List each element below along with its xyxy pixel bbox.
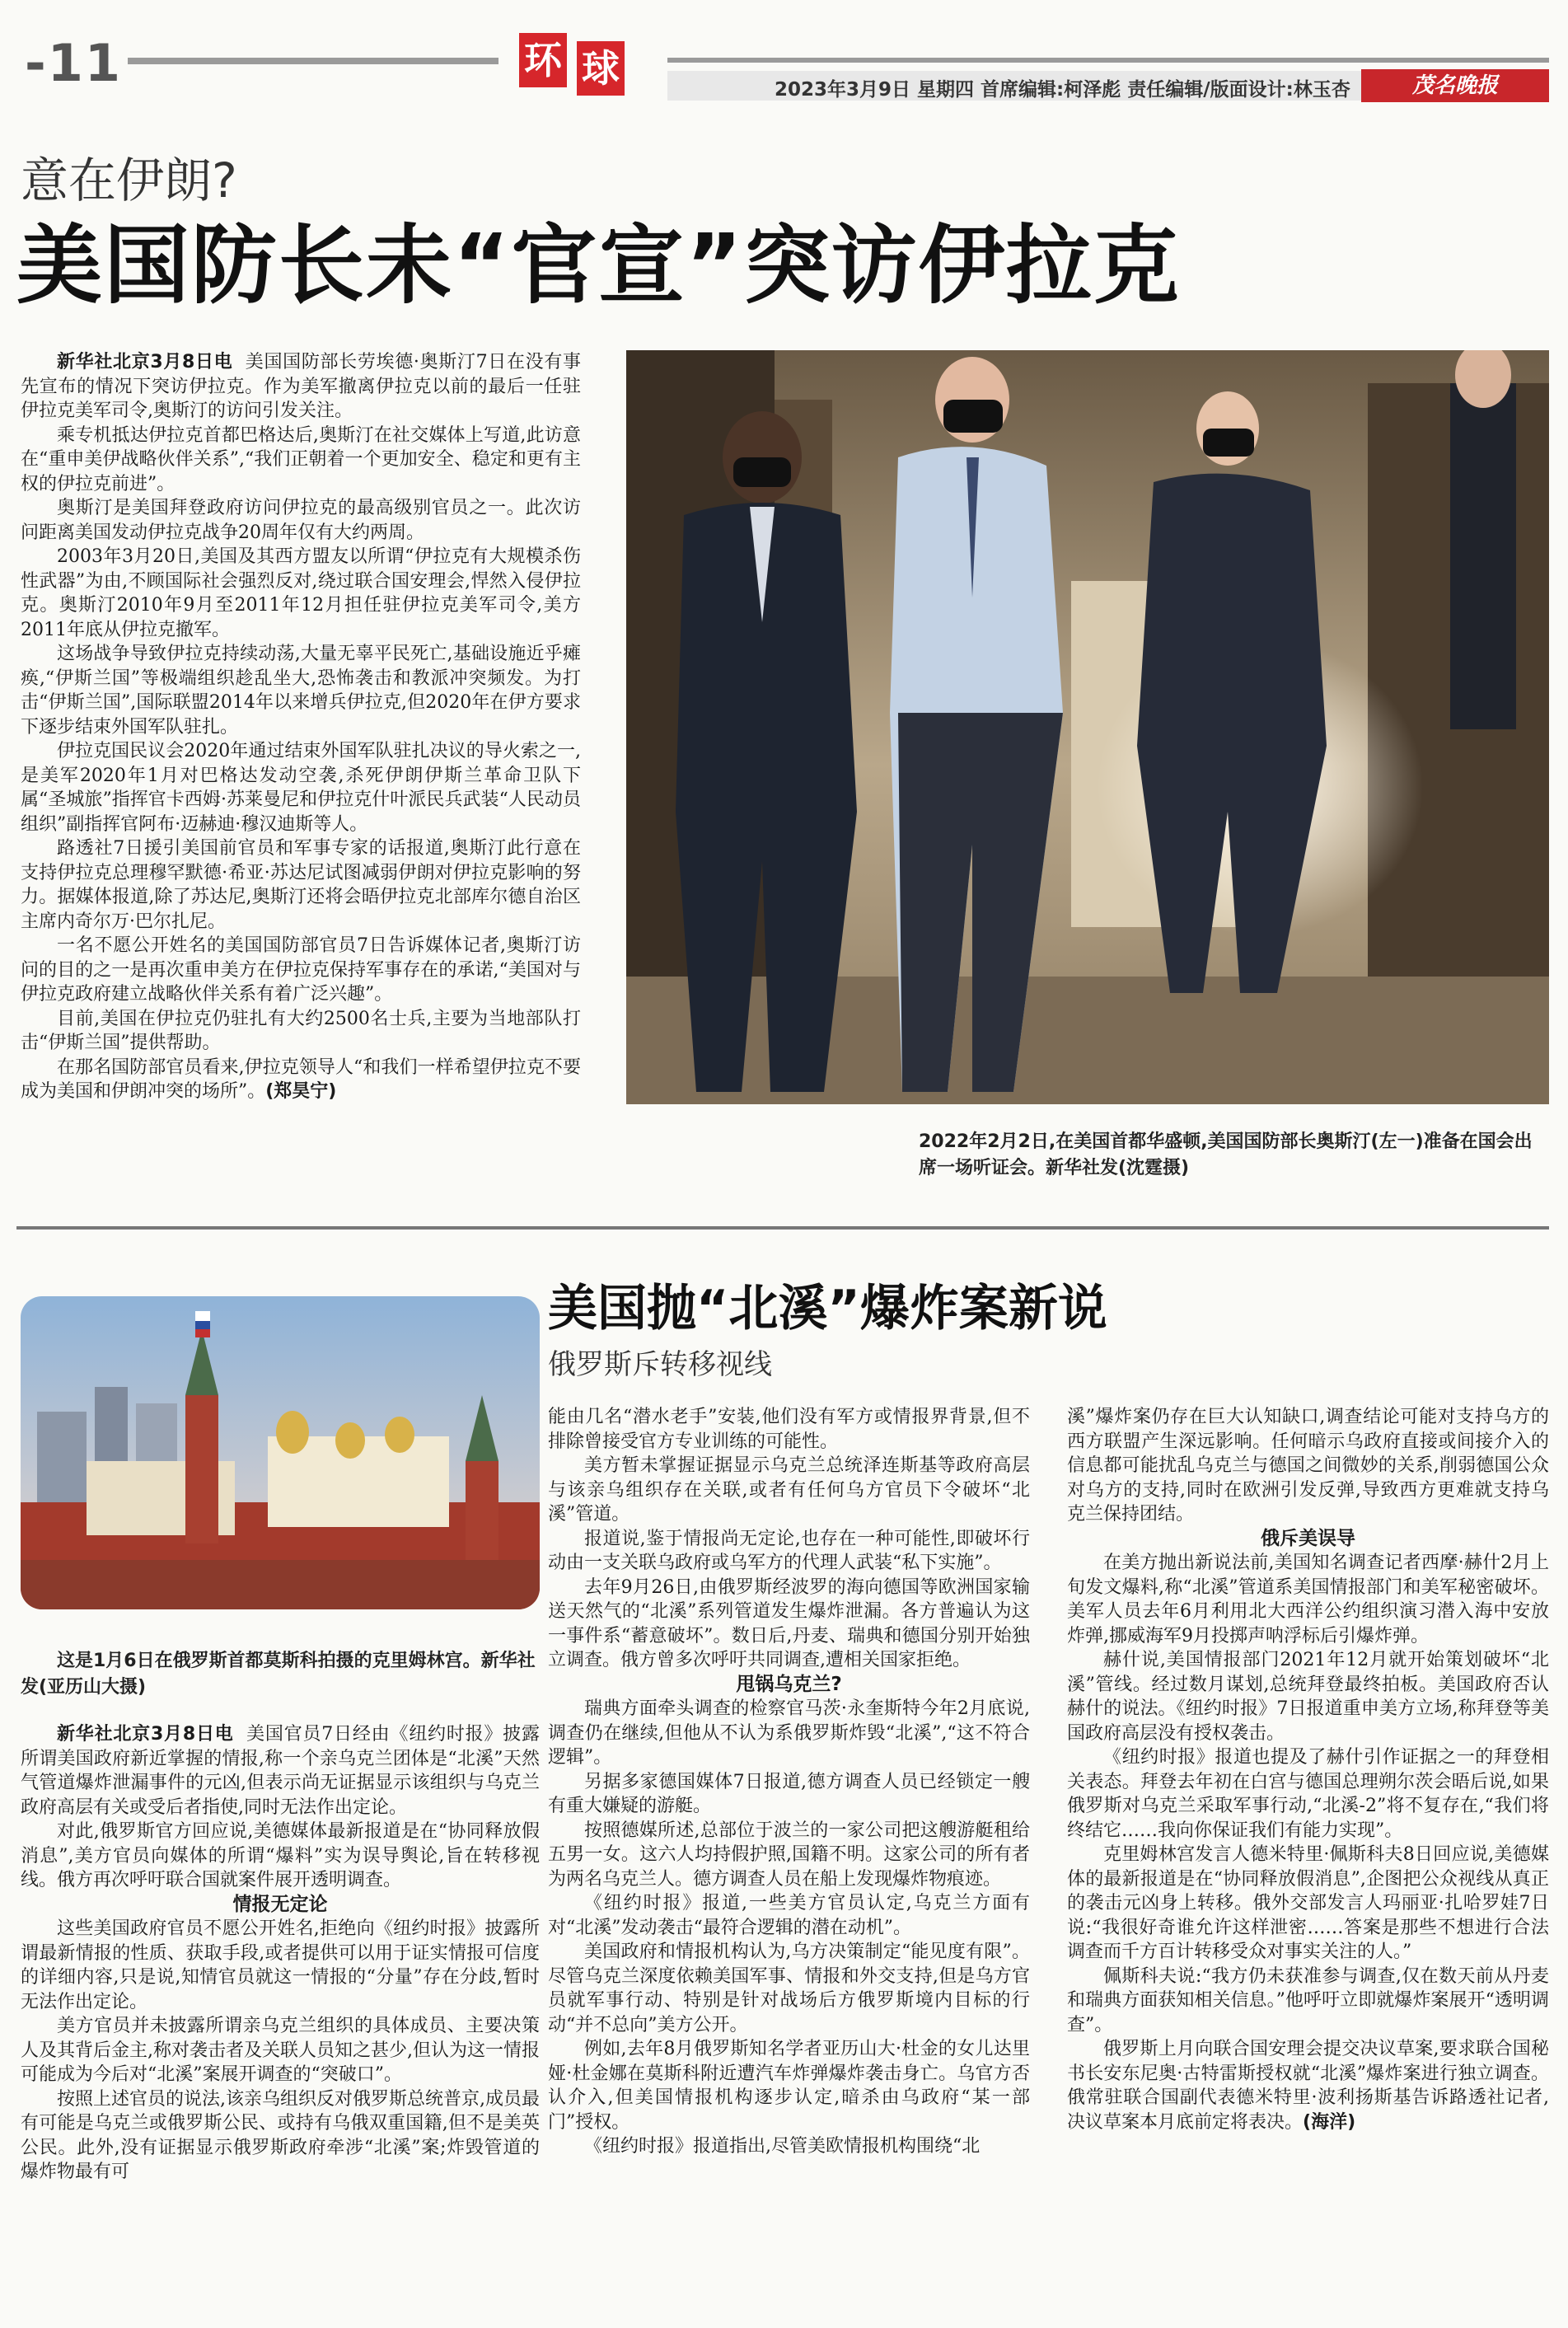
article2-column-2 bbox=[548, 1405, 1030, 2159]
article2-byline: (海洋) bbox=[1303, 2111, 1356, 2133]
header-meta: 2023年3月9日 星期四 首席编辑:柯泽彪 责任编辑/版面设计:林玉杏 bbox=[775, 79, 1350, 101]
section-char-1: 环 bbox=[519, 33, 567, 87]
article1-lead-label: 新华社北京3月8日电 bbox=[57, 352, 233, 372]
article2-paragraph: 报道说,鉴于情报尚无定论,也存在一种可能性,即破坏行动由一支关联乌政府或乌军方的代理人武装“私下实施”。 bbox=[548, 1528, 1030, 1573]
article2-paragraph: 对此,俄罗斯官方回应说,美德媒体最新报道是在“协同释放假消息”,美方官员向媒体的所谓“爆料”实为误导舆论,旨在转移视线。俄方再次呼吁联合国就案件展开透明调查。 bbox=[21, 1821, 540, 1890]
article1-paragraph: 在那名国防部官员看来,伊拉克领导人“和我们一样希望伊拉克不要成为美国和伊朗冲突的场所”。 bbox=[21, 1056, 581, 1102]
article2-paragraph: 另据多家德国媒体7日报道,德方调查人员已经锁定一艘有重大嫌疑的游艇。 bbox=[548, 1771, 1030, 1816]
article2-paragraph: 佩斯科夫说:“我方仍未获准参与调查,仅在数天前从丹麦和瑞典方面获知相关信息。”他呼吁立即就爆炸案展开“透明调查”。 bbox=[1067, 1965, 1549, 2035]
article2-paragraph: 按照上述官员的说法,该亲乌组织反对俄罗斯总统普京,成员最有可能是乌克兰或俄罗斯公民、或持有乌俄双重国籍,但不是美英公民。此外,没有证据显示俄罗斯政府牵涉“北溪”案;炸毁管道的爆炸物最有可 bbox=[21, 2088, 540, 2182]
article2-column-3 bbox=[1067, 1405, 1549, 2134]
article2-paragraph: 美国官员7日经由《纽约时报》披露所谓美国政府新近掌握的情报,称一个亲乌克兰团体是“北溪”天然气管道爆炸泄漏事件的元凶,但表示尚无证据显示该组织与乌克兰政府高层有关或受后者指使,同时无法作出定论。 bbox=[21, 1724, 540, 1818]
article2-paragraph: 《纽约时报》报道,一些美方官员认定,乌克兰方面有对“北溪”发动袭击“最符合逻辑的潜在动机”。 bbox=[548, 1893, 1030, 1938]
article1-photo bbox=[626, 350, 1549, 1104]
article2-paragraph: 瑞典方面牵头调查的检察官马茨·永奎斯特今年2月底说,调查仍在继续,但他从不认为系俄罗斯炸毁“北溪”,“这不符合逻辑”。 bbox=[548, 1698, 1030, 1768]
article2-paragraph: 《纽约时报》报道指出,尽管美欧情报机构围绕“北 bbox=[584, 2136, 981, 2157]
section-char-2: 球 bbox=[577, 41, 625, 96]
section-divider bbox=[16, 1226, 1549, 1230]
article2-paragraph: 美方官员并未披露所谓亲乌克兰组织的具体成员、主要决策人及其背后金主,称对袭击者及关联人员知之甚少,但认为这一情报可能成为今后对“北溪”案展开调查的“突破口”。 bbox=[21, 2016, 540, 2085]
article1-paragraph: 美国国防部长劳埃德·奥斯汀7日在没有事先宣布的情况下突访伊拉克。作为美军撤离伊拉克以前的最后一任驻伊拉克美军司令,奥斯汀的访问引发关注。 bbox=[21, 352, 581, 421]
article2-paragraph: 美国政府和情报机构认为,乌方决策制定“能见度有限”。尽管乌克兰深度依赖美国军事、情报和外交支持,但是乌方官员就军事行动、特别是针对战场后方俄罗斯境内目标的行动“并不总向”美方公开。 bbox=[548, 1942, 1030, 2035]
article2-paragraph: 溪”爆炸案仍存在巨大认知缺口,调查结论可能对支持乌方的西方联盟产生深远影响。任何暗示乌政府直接或间接介入的信息都可能扰乱乌克兰与德国之间微妙的关系,削弱德国公众对乌方的支持,同时在欧洲引发反弹,导致西方更难就支持乌克兰保持团结。 bbox=[1067, 1407, 1549, 1525]
article2-paragraph: 例如,去年8月俄罗斯知名学者亚历山大·杜金的女儿达里娅·杜金娜在莫斯科附近遭汽车炸弹爆炸袭击身亡。乌官方否认介入,但美国情报机构逐步认定,暗杀由乌政府“某一部门”授权。 bbox=[548, 2039, 1030, 2133]
article1-kicker: 意在伊朗? bbox=[21, 152, 237, 208]
kremlin-photo-illustration bbox=[21, 1296, 540, 1609]
article1-paragraph: 乘专机抵达伊拉克首都巴格达后,奥斯汀在社交媒体上写道,此访意在“重申美伊战略伙伴关系”,“我们正朝着一个更加安全、稳定和更有主权的伊拉克前进”。 bbox=[21, 424, 581, 494]
article2-paragraph: 能由几名“潜水老手”安装,他们没有军方或情报界背景,但不排除曾接受官方专业训练的可能性。 bbox=[548, 1407, 1030, 1452]
article1-paragraph: 这场战争导致伊拉克持续动荡,大量无辜平民死亡,基础设施近乎瘫痪,“伊斯兰国”等极端组织趁乱坐大,恐怖袭击和教派冲突频发。为打击“伊斯兰国”,国际联盟2014年以来增兵伊拉克,但2020年在伊方要求下逐步结束外国军队驻扎。 bbox=[21, 644, 581, 738]
article2-paragraph: 这些美国政府官员不愿公开姓名,拒绝向《纽约时报》披露所谓最新情报的性质、获取手段,或者提供可以用于证实情报可信度的详细内容,只是说,知情官员就这一情报的“分量”存在分歧,暂时无法作出定论。 bbox=[21, 1918, 540, 2012]
article2-kicker: 俄罗斯斥转移视线 bbox=[548, 1348, 772, 1381]
article1-photo-caption: 2022年2月2日,在美国首都华盛顿,美国国防部长奥斯汀(左一)准备在国会出席一场听证会。新华社发(沈霆摄) bbox=[919, 1131, 1533, 1178]
article1-title: 美国防长未“官宣”突访伊拉克 bbox=[16, 215, 1181, 316]
article2-paragraph: 去年9月26日,由俄罗斯经波罗的海向德国等欧洲国家输送天然气的“北溪”系列管道发生爆炸泄漏。各方普遍认为这一事件系“蓄意破坏”。数日后,丹麦、瑞典和德国分别开始独立调查。俄方曾多次呼吁共同调查,遭相关国家拒绝。 bbox=[548, 1576, 1030, 1670]
article2-column-1 bbox=[21, 1722, 540, 2185]
article2-lead-label: 新华社北京3月8日电 bbox=[57, 1724, 234, 1745]
pentagon-photo-illustration bbox=[626, 350, 1549, 1104]
article1-paragraph: 奥斯汀是美国拜登政府访问伊拉克的最高级别官员之一。此次访问距离美国发动伊拉克战争20周年仅有大约两周。 bbox=[21, 498, 581, 543]
article1-paragraph: 目前,美国在伊拉克仍驻扎有大约2500名士兵,主要为当地部队打击“伊斯兰国”提供帮助。 bbox=[21, 1008, 581, 1053]
article2-photo bbox=[21, 1296, 540, 1609]
article1-byline: (郑昊宁) bbox=[265, 1081, 337, 1102]
article1-body bbox=[21, 350, 581, 1104]
article1-paragraph: 伊拉克国民议会2020年通过结束外国军队驻扎决议的导火索之一,是美军2020年1月对巴格达发动空袭,杀死伊朗伊斯兰革命卫队下属“圣城旅”指挥官卡西姆·苏莱曼尼和伊拉克什叶派民兵武装“人民动员组织”副指挥官阿布·迈赫迪·穆汉迪斯等人。 bbox=[21, 741, 581, 835]
article2-subhead-2: 甩锅乌克兰? bbox=[736, 1673, 842, 1695]
article1-paragraph: 路透社7日援引美国前官员和军事专家的话报道,奥斯汀此行意在支持伊拉克总理穆罕默德·希亚·苏达尼试图减弱伊朗对伊拉克影响的努力。据媒体报道,除了苏达尼,奥斯汀还将会晤伊拉克北部库尔德自治区主席内奇尔万·巴尔扎尼。 bbox=[21, 838, 581, 932]
article2-paragraph: 按照德媒所述,总部位于波兰的一家公司把这艘游艇租给五男一女。这六人均持假护照,国籍不明。这家公司的所有者为两名乌克兰人。德方调查人员在船上发现爆炸物痕迹。 bbox=[548, 1820, 1030, 1890]
article2-title: 美国抛“北溪”爆炸案新说 bbox=[548, 1280, 1107, 1337]
article2-paragraph: 克里姆林宫发言人德米特里·佩斯科夫8日回应说,美德媒体的最新报道是在“协同释放假消息”,企图把公众视线从真正的袭击元凶身上转移。俄外交部发言人玛丽亚·扎哈罗娃7日说:“我很好奇谁允许这样泄密……答案是那些不想进行合法调查而千方百计转移受众对事实关注的人。” bbox=[1067, 1844, 1549, 1962]
header-rule-left bbox=[128, 58, 498, 64]
article2-subhead-1: 情报无定论 bbox=[232, 1893, 328, 1915]
page-number: -11 bbox=[25, 33, 123, 93]
article2-paragraph: 《纽约时报》报道也提及了赫什引作证据之一的拜登相关表态。拜登去年初在白宫与德国总理朔尔茨会晤后说,如果俄罗斯对乌克兰采取军事行动,“北溪-2”将不复存在,“我们将终结它……我向你保证我们有能力实现”。 bbox=[1067, 1747, 1549, 1841]
article2-photo-caption: 这是1月6日在俄罗斯首都莫斯科拍摄的克里姆林宫。新华社发(亚历山大摄) bbox=[21, 1651, 536, 1698]
article2-subhead-3: 俄斥美误导 bbox=[1261, 1527, 1355, 1549]
article1-paragraph: 2003年3月20日,美国及其西方盟友以所谓“伊拉克有大规模杀伤性武器”为由,不顾国际社会强烈反对,绕过联合国安理会,悍然入侵伊拉克。奥斯汀2010年9月至2011年12月担任驻伊拉克美军司令,美方2011年底从伊拉克撤军。 bbox=[21, 546, 581, 640]
newspaper-logo: 茂名晚报 bbox=[1361, 69, 1549, 102]
article2-paragraph: 美方暂未掌握证据显示乌克兰总统泽连斯基等政府高层与该亲乌组织存在关联,或者有任何乌方官员下令破坏“北溪”管道。 bbox=[548, 1455, 1030, 1525]
header-rule-right bbox=[667, 58, 1549, 63]
article2-paragraph: 在美方抛出新说法前,美国知名调查记者西摩·赫什2月上旬发文爆料,称“北溪”管道系美国情报部门和美军秘密破坏。美军人员去年6月利用北大西洋公约组织演习潜入海中安放炸弹,挪威海军9月投掷声呐浮标后引爆炸弹。 bbox=[1067, 1553, 1549, 1646]
article1-paragraph: 一名不愿公开姓名的美国国防部官员7日告诉媒体记者,奥斯汀访问的目的之一是再次重申美方在伊拉克保持军事存在的承诺,“美国对与伊拉克政府建立战略伙伴关系有着广泛兴趣”。 bbox=[21, 935, 581, 1005]
article2-paragraph: 俄罗斯上月向联合国安理会提交决议草案,要求联合国秘书长安东尼奥·古特雷斯授权就“北溪”爆炸案进行独立调查。俄常驻联合国副代表德米特里·波利扬斯基告诉路透社记者,决议草案本月底前定将表决。 bbox=[1067, 2039, 1549, 2133]
article2-paragraph: 赫什说,美国情报部门2021年12月就开始策划破坏“北溪”管线。经过数月谋划,总统拜登最终拍板。美国政府否认赫什的说法。《纽约时报》7日报道重申美方立场,称拜登等美国政府高层没有授权袭击。 bbox=[1067, 1650, 1549, 1744]
